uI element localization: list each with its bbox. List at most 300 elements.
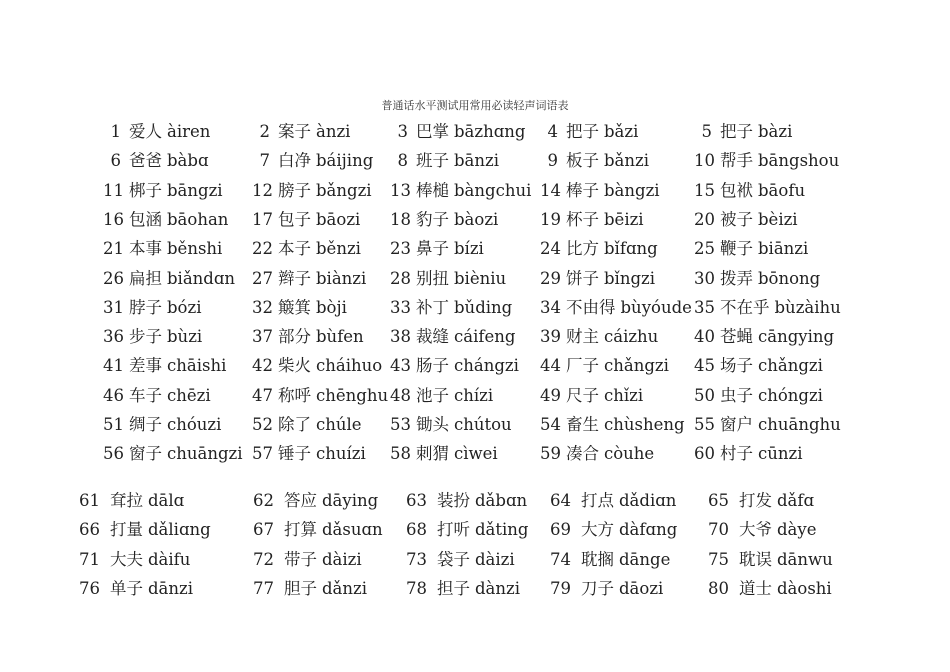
entry-word: 池子 — [416, 386, 449, 405]
word-entry — [694, 355, 823, 377]
entry-word: 包子 — [278, 210, 311, 229]
entry-number: 60 — [694, 444, 715, 463]
entry-number: 5 — [701, 122, 712, 141]
entry-pinyin: chǎngzi — [604, 356, 669, 375]
entry-pinyin: dàye — [777, 520, 817, 539]
entry-number: 18 — [390, 210, 411, 229]
entry-number: 34 — [540, 298, 561, 317]
entry-word: 不由得 — [566, 298, 616, 317]
entry-word: 本事 — [129, 239, 162, 258]
entry-number: 25 — [694, 239, 715, 258]
entry-number: 16 — [103, 210, 124, 229]
entry-pinyin: bāozi — [316, 210, 361, 229]
word-entry — [103, 268, 235, 290]
word-entry — [390, 150, 499, 172]
entry-pinyin: chǎngzi — [758, 356, 823, 375]
word-entry — [390, 297, 512, 319]
entry-word: 虫子 — [720, 386, 753, 405]
entry-word: 打点 — [581, 491, 614, 510]
word-entry — [540, 121, 638, 143]
entry-pinyin: dǎdiɑn — [619, 491, 677, 510]
word-entry — [550, 519, 677, 541]
word-entry — [390, 209, 498, 231]
entry-word: 锤子 — [278, 444, 311, 463]
entry-pinyin: bàozi — [454, 210, 499, 229]
entry-pinyin: cáizhu — [604, 327, 659, 346]
word-entry — [253, 490, 378, 512]
entry-number: 59 — [540, 444, 561, 463]
entry-pinyin: biǎndɑn — [167, 269, 236, 288]
entry-number: 68 — [406, 520, 427, 539]
entry-pinyin: chāishi — [167, 356, 227, 375]
entry-number: 46 — [103, 386, 124, 405]
entry-number: 35 — [694, 298, 715, 317]
entry-word: 梆子 — [129, 181, 162, 200]
entry-word: 豹子 — [416, 210, 449, 229]
entry-pinyin: bàngchui — [454, 181, 532, 200]
word-entry — [252, 385, 388, 407]
entry-number: 73 — [406, 550, 427, 569]
entry-word: 爸爸 — [129, 151, 162, 170]
entry-pinyin: chángzi — [454, 356, 519, 375]
entry-number: 57 — [252, 444, 273, 463]
entry-number: 28 — [390, 269, 411, 288]
entry-number: 39 — [540, 327, 561, 346]
entry-number: 49 — [540, 386, 561, 405]
entry-pinyin: báijing — [316, 151, 374, 170]
entry-pinyin: chóngzi — [758, 386, 823, 405]
entry-word: 凑合 — [566, 444, 599, 463]
word-entry — [694, 326, 834, 348]
entry-pinyin: cháihuo — [316, 356, 383, 375]
entry-word: 帮手 — [720, 151, 753, 170]
entry-number: 14 — [540, 181, 561, 200]
entry-word: 耽搁 — [581, 550, 614, 569]
entry-number: 75 — [708, 550, 729, 569]
word-entry — [252, 209, 360, 231]
entry-pinyin: bèizi — [758, 210, 798, 229]
word-entry — [390, 385, 493, 407]
entry-number: 17 — [252, 210, 273, 229]
entry-word: 簸箕 — [278, 298, 311, 317]
table-row — [0, 238, 950, 267]
word-entry — [103, 150, 209, 172]
word-entry — [253, 519, 383, 541]
word-entry — [540, 385, 643, 407]
entry-number: 19 — [540, 210, 561, 229]
entry-number: 37 — [252, 327, 273, 346]
word-entry — [252, 268, 366, 290]
table-row — [0, 326, 950, 355]
entry-word: 窗户 — [720, 415, 753, 434]
entry-number: 36 — [103, 327, 124, 346]
entry-number: 22 — [252, 239, 273, 258]
word-entry — [390, 238, 484, 260]
entry-number: 1 — [110, 122, 121, 141]
entry-pinyin: bízi — [454, 239, 484, 258]
entry-word: 称呼 — [278, 386, 311, 405]
entry-word: 辫子 — [278, 269, 311, 288]
word-entry — [694, 121, 792, 143]
entry-pinyin: dǎfɑ — [777, 491, 815, 510]
entry-number: 11 — [103, 181, 124, 200]
entry-word: 杯子 — [566, 210, 599, 229]
entry-word: 巴掌 — [416, 122, 449, 141]
entry-pinyin: biànzi — [316, 269, 367, 288]
word-entry — [79, 549, 190, 571]
table-row — [0, 297, 950, 326]
entry-word: 苍蝇 — [720, 327, 753, 346]
entry-number: 13 — [390, 181, 411, 200]
entry-pinyin: bǐngzi — [604, 269, 655, 288]
entry-word: 扁担 — [129, 269, 162, 288]
entry-pinyin: cìwei — [454, 444, 498, 463]
entry-word: 耽误 — [739, 550, 772, 569]
entry-number: 50 — [694, 386, 715, 405]
entry-word: 白净 — [278, 151, 311, 170]
table-row — [0, 180, 950, 209]
entry-pinyin: bēizi — [604, 210, 644, 229]
entry-word: 打听 — [437, 520, 470, 539]
entry-pinyin: chóuzi — [167, 415, 222, 434]
word-entry — [252, 414, 362, 436]
entry-pinyin: dàoshi — [777, 579, 832, 598]
word-entry — [252, 326, 364, 348]
word-entry — [390, 268, 506, 290]
word-entry — [390, 121, 525, 143]
entry-word: 答应 — [284, 491, 317, 510]
entry-pinyin: běnshi — [167, 239, 223, 258]
entry-number: 12 — [252, 181, 273, 200]
entry-pinyin: chùsheng — [604, 415, 685, 434]
entry-number: 45 — [694, 356, 715, 375]
word-entry — [540, 238, 658, 260]
table-row — [0, 549, 950, 578]
word-entry — [540, 209, 644, 231]
entry-number: 76 — [79, 579, 100, 598]
entry-pinyin: bùzi — [167, 327, 203, 346]
word-entry — [540, 414, 685, 436]
entry-pinyin: bāngzi — [167, 181, 223, 200]
entry-number: 6 — [110, 151, 121, 170]
entry-pinyin: chútou — [454, 415, 512, 434]
entry-number: 29 — [540, 269, 561, 288]
word-entry — [406, 519, 529, 541]
entry-number: 80 — [708, 579, 729, 598]
entry-word: 大爷 — [739, 520, 772, 539]
entry-number: 65 — [708, 491, 729, 510]
word-entry — [694, 150, 839, 172]
entry-number: 40 — [694, 327, 715, 346]
table-row — [0, 490, 950, 519]
entry-number: 31 — [103, 298, 124, 317]
entry-word: 鞭子 — [720, 239, 753, 258]
entry-number: 20 — [694, 210, 715, 229]
table-row — [0, 443, 950, 472]
entry-word: 胆子 — [284, 579, 317, 598]
entry-pinyin: bāzhɑng — [454, 122, 526, 141]
word-entry — [694, 238, 808, 260]
table-row — [0, 519, 950, 548]
word-entry — [540, 150, 649, 172]
entry-pinyin: bièniu — [454, 269, 507, 288]
word-entry — [540, 180, 660, 202]
word-entry — [253, 578, 367, 600]
entry-number: 56 — [103, 444, 124, 463]
entry-pinyin: bózi — [167, 298, 202, 317]
entry-number: 54 — [540, 415, 561, 434]
entry-number: 8 — [397, 151, 408, 170]
entry-number: 52 — [252, 415, 273, 434]
entry-number: 69 — [550, 520, 571, 539]
word-entry — [103, 121, 210, 143]
entry-word: 道士 — [739, 579, 772, 598]
word-entry — [694, 180, 805, 202]
page-title: 普通话水平测试用常用必读轻声词语表 — [381, 99, 569, 112]
entry-number: 10 — [694, 151, 715, 170]
entry-pinyin: dāying — [322, 491, 379, 510]
word-entry — [550, 490, 676, 512]
entry-word: 包涵 — [129, 210, 162, 229]
entry-pinyin: bàbɑ — [167, 151, 209, 170]
entry-number: 64 — [550, 491, 571, 510]
entry-word: 步子 — [129, 327, 162, 346]
entry-word: 本子 — [278, 239, 311, 258]
entry-pinyin: bǎzi — [604, 122, 639, 141]
entry-pinyin: bǎngzi — [316, 181, 372, 200]
entry-word: 耷拉 — [110, 491, 143, 510]
entry-pinyin: cūnzi — [758, 444, 803, 463]
entry-word: 不在乎 — [720, 298, 770, 317]
word-entry — [252, 443, 366, 465]
entry-number: 53 — [390, 415, 411, 434]
entry-number: 23 — [390, 239, 411, 258]
word-entry — [253, 549, 362, 571]
table-row — [0, 150, 950, 179]
entry-word: 班子 — [416, 151, 449, 170]
entry-pinyin: cāngying — [758, 327, 835, 346]
entry-word: 尺子 — [566, 386, 599, 405]
word-entry — [708, 549, 833, 571]
entry-pinyin: chízi — [454, 386, 494, 405]
table-row — [0, 121, 950, 150]
entry-pinyin: chuānghu — [758, 415, 841, 434]
entry-word: 补丁 — [416, 298, 449, 317]
entry-number: 62 — [253, 491, 274, 510]
entry-number: 3 — [397, 122, 408, 141]
entry-pinyin: bǐfɑng — [604, 239, 658, 258]
word-entry — [103, 238, 222, 260]
word-entry — [390, 355, 519, 377]
entry-number: 15 — [694, 181, 715, 200]
word-entry — [406, 490, 527, 512]
word-entry — [540, 443, 654, 465]
entry-pinyin: chēnghu — [316, 386, 389, 405]
entry-word: 差事 — [129, 356, 162, 375]
entry-number: 41 — [103, 356, 124, 375]
entry-number: 78 — [406, 579, 427, 598]
entry-number: 67 — [253, 520, 274, 539]
entry-word: 包袱 — [720, 181, 753, 200]
entry-pinyin: dàizi — [475, 550, 515, 569]
word-entry — [694, 414, 841, 436]
entry-word: 饼子 — [566, 269, 599, 288]
entry-pinyin: dǎliɑng — [148, 520, 211, 539]
entry-number: 51 — [103, 415, 124, 434]
entry-word: 板子 — [566, 151, 599, 170]
entry-pinyin: bùzàihu — [774, 298, 841, 317]
entry-word: 担子 — [437, 579, 470, 598]
table-row — [0, 578, 950, 607]
entry-pinyin: bōnong — [758, 269, 821, 288]
word-entry — [550, 549, 670, 571]
word-entry — [103, 355, 226, 377]
entry-pinyin: còuhe — [604, 444, 655, 463]
entry-word: 膀子 — [278, 181, 311, 200]
word-entry — [694, 385, 823, 407]
entry-pinyin: biānzi — [758, 239, 809, 258]
entry-pinyin: bǎnzi — [604, 151, 649, 170]
entry-number: 33 — [390, 298, 411, 317]
entry-word: 村子 — [720, 444, 753, 463]
entry-word: 别扭 — [416, 269, 449, 288]
entry-word: 打算 — [284, 520, 317, 539]
table-row — [0, 414, 950, 443]
entry-pinyin: bàngzi — [604, 181, 660, 200]
entry-pinyin: dàifu — [148, 550, 191, 569]
word-entry — [540, 355, 669, 377]
table-row — [0, 268, 950, 297]
entry-pinyin: bāofu — [758, 181, 806, 200]
entry-pinyin: běnzi — [316, 239, 361, 258]
entry-word: 袋子 — [437, 550, 470, 569]
entry-pinyin: chēzi — [167, 386, 211, 405]
entry-word: 绸子 — [129, 415, 162, 434]
entry-pinyin: chúle — [316, 415, 362, 434]
entry-word: 脖子 — [129, 298, 162, 317]
entry-word: 把子 — [720, 122, 753, 141]
entry-pinyin: dàizi — [322, 550, 362, 569]
word-entry — [694, 297, 841, 319]
entry-pinyin: dānzi — [148, 579, 193, 598]
entry-number: 61 — [79, 491, 100, 510]
entry-pinyin: cáifeng — [454, 327, 516, 346]
word-entry — [103, 443, 243, 465]
entry-word: 肠子 — [416, 356, 449, 375]
entry-number: 9 — [547, 151, 558, 170]
entry-word: 部分 — [278, 327, 311, 346]
word-entry — [252, 238, 361, 260]
entry-number: 72 — [253, 550, 274, 569]
word-entry — [103, 414, 221, 436]
entry-number: 24 — [540, 239, 561, 258]
entry-pinyin: bùfen — [316, 327, 364, 346]
entry-number: 71 — [79, 550, 100, 569]
entry-pinyin: chǐzi — [604, 386, 644, 405]
word-entry — [694, 209, 798, 231]
entry-number: 38 — [390, 327, 411, 346]
entry-word: 车子 — [129, 386, 162, 405]
entry-word: 拨弄 — [720, 269, 753, 288]
entry-word: 裁缝 — [416, 327, 449, 346]
word-entry — [406, 578, 520, 600]
entry-pinyin: dǎbɑn — [475, 491, 528, 510]
entry-word: 爱人 — [129, 122, 162, 141]
word-entry — [103, 297, 201, 319]
entry-number: 30 — [694, 269, 715, 288]
entry-pinyin: dǎsuɑn — [322, 520, 383, 539]
entry-pinyin: dàfɑng — [619, 520, 678, 539]
entry-word: 比方 — [566, 239, 599, 258]
word-entry — [252, 355, 382, 377]
word-entry — [252, 180, 372, 202]
word-entry — [79, 578, 193, 600]
entry-number: 58 — [390, 444, 411, 463]
entry-pinyin: dǎting — [475, 520, 529, 539]
entry-word: 窗子 — [129, 444, 162, 463]
entry-number: 79 — [550, 579, 571, 598]
word-entry — [708, 490, 814, 512]
entry-number: 70 — [708, 520, 729, 539]
entry-word: 场子 — [720, 356, 753, 375]
entry-word: 柴火 — [278, 356, 311, 375]
entry-number: 27 — [252, 269, 273, 288]
word-entry — [390, 443, 498, 465]
entry-number: 32 — [252, 298, 273, 317]
entry-pinyin: bāohan — [167, 210, 229, 229]
entry-pinyin: dāozi — [619, 579, 664, 598]
entry-number: 42 — [252, 356, 273, 375]
entry-word: 大方 — [581, 520, 614, 539]
word-entry — [550, 578, 663, 600]
entry-pinyin: bānzi — [454, 151, 499, 170]
entry-number: 63 — [406, 491, 427, 510]
word-entry — [252, 297, 347, 319]
entry-word: 案子 — [278, 122, 311, 141]
word-entry — [252, 150, 373, 172]
word-entry — [694, 268, 820, 290]
word-entry — [103, 209, 228, 231]
entry-number: 77 — [253, 579, 274, 598]
entry-number: 26 — [103, 269, 124, 288]
entry-word: 财主 — [566, 327, 599, 346]
word-entry — [390, 180, 531, 202]
entry-number: 2 — [259, 122, 270, 141]
word-entry — [540, 297, 692, 319]
entry-number: 21 — [103, 239, 124, 258]
entry-word: 畜生 — [566, 415, 599, 434]
table-row — [0, 355, 950, 384]
word-entry — [252, 121, 350, 143]
entry-word: 鼻子 — [416, 239, 449, 258]
entry-pinyin: bùyóude — [620, 298, 692, 317]
entry-number: 66 — [79, 520, 100, 539]
entry-pinyin: chuízi — [316, 444, 366, 463]
entry-word: 刀子 — [581, 579, 614, 598]
entry-pinyin: dànzi — [475, 579, 520, 598]
table-row — [0, 209, 950, 238]
word-entry — [406, 549, 515, 571]
entry-pinyin: bāngshou — [758, 151, 840, 170]
entry-number: 7 — [259, 151, 270, 170]
entry-pinyin: dānwu — [777, 550, 833, 569]
word-entry — [103, 180, 223, 202]
entry-word: 装扮 — [437, 491, 470, 510]
entry-number: 74 — [550, 550, 571, 569]
entry-word: 棒子 — [566, 181, 599, 200]
entry-number: 43 — [390, 356, 411, 375]
word-entry — [390, 414, 512, 436]
